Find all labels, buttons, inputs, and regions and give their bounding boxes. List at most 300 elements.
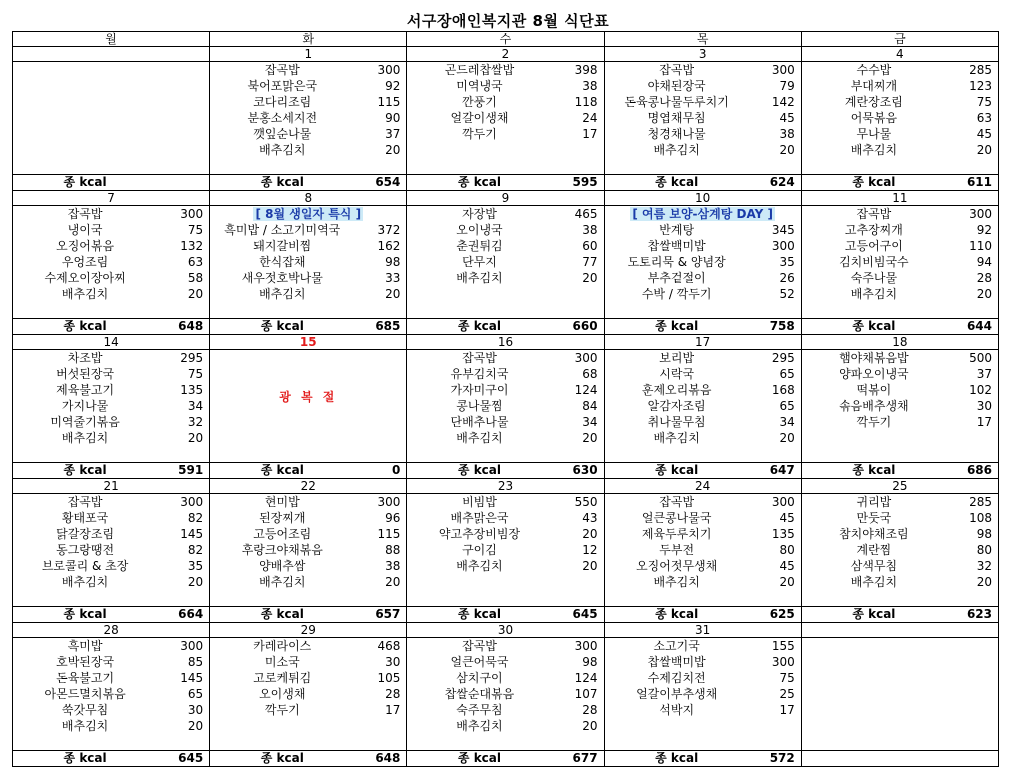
total-kcal [210,319,406,334]
menu-item [605,286,801,302]
total-kcal-value: 685 [375,319,401,333]
date-cell: 3 [604,47,801,62]
menu-item-name: 찹쌀백미밥 [647,655,706,669]
menu-item-kcal: 75 [187,223,204,237]
menu-item-name: 배추김치 [850,575,898,589]
total-kcal-value: 647 [769,463,795,477]
total-kcal [802,319,998,334]
menu-item [802,398,998,414]
total-kcal-cell [801,463,998,479]
menu-item-kcal: 92 [976,223,992,237]
menu-item-kcal: 168 [771,383,795,397]
menu-item [13,350,209,366]
total-kcal-cell [210,319,407,335]
menu-item-kcal: 300 [771,239,795,253]
total-kcal-cell [604,463,801,479]
menu-item-name: 배추김치 [259,287,306,301]
menu-item-kcal: 465 [574,207,598,221]
day-menu-cell [210,62,407,175]
menu-item-name: 미소국 [264,655,300,669]
total-kcal-cell [604,319,801,335]
menu-item [407,430,603,446]
date-row [13,191,999,206]
menu-item-kcal: 82 [187,511,204,525]
menu-item-name: 쑥갓무침 [61,703,109,717]
menu-item [13,286,209,302]
menu-item [407,222,603,238]
menu-item-name: 오징어젓무생채 [636,559,718,573]
menu-item-kcal: 32 [976,559,992,573]
menu-item-name: 얼갈이생채 [450,111,509,125]
menu-item-kcal: 96 [385,511,401,525]
total-kcal-label: 종 kcal [852,175,896,189]
menu-item-kcal: 35 [187,559,204,573]
date-cell: 7 [13,191,210,206]
menu-item-kcal: 45 [976,127,992,141]
menu-item-kcal: 98 [385,255,401,269]
menu-item-kcal: 20 [582,719,598,733]
menu-item [210,142,406,158]
menu-item [605,222,801,238]
menu-item-kcal: 108 [969,511,992,525]
menu-item-kcal: 24 [582,111,598,125]
menu-item-kcal: 17 [779,703,795,717]
menu-item-name: 수제오이장아찌 [44,271,126,285]
menu-item [407,254,603,270]
menu-item-name: 부대찌개 [850,79,898,93]
total-kcal-value: 645 [178,751,204,765]
total-kcal-value [157,175,209,190]
menu-item [13,574,209,590]
total-kcal-label: 종 kcal [457,607,501,621]
menu-item [802,270,998,286]
menu-item-kcal: 20 [187,719,204,733]
date-cell: 17 [604,335,801,350]
menu-item-name: 잡곡밥 [67,495,103,509]
total-kcal [407,751,603,766]
total-kcal [407,463,603,478]
menu-item-kcal: 17 [582,127,598,141]
menu-item-name: 숙주무침 [456,703,503,717]
total-kcal-cell [210,175,407,191]
menu-item-name: 제육두루치기 [641,527,712,541]
menu-item-name: 황태포국 [61,511,109,525]
menu-item [802,574,998,590]
menu-list [407,350,603,446]
menu-item-name: 가지나물 [61,399,109,413]
total-kcal-value: 0 [392,463,401,477]
menu-item-name: 배추맑은국 [450,511,509,525]
day-menu-cell [801,62,998,175]
menu-item [13,718,209,734]
menu-item-name: 단배추나물 [450,415,509,429]
menu-item [605,558,801,574]
menu-item [210,638,406,654]
menu-item [605,366,801,382]
total-kcal-value: 654 [375,175,401,189]
total-kcal-label: 종 kcal [63,175,107,189]
date-cell: 29 [210,623,407,638]
menu-item [605,382,801,398]
menu-item-kcal: 90 [385,111,401,125]
menu-item-name: 찹쌀순대볶음 [444,687,515,701]
total-kcal-label: 종 kcal [63,463,107,477]
menu-item-kcal: 155 [771,639,795,653]
menu-item [210,110,406,126]
menu-item-name: 배추김치 [653,431,700,445]
date-cell [801,623,998,638]
total-row [13,319,999,335]
menu-item-name: 돼지갈비찜 [253,239,312,253]
total-kcal-value: 664 [178,607,204,621]
menu-item [802,366,998,382]
menu-item-kcal: 92 [385,79,401,93]
total-kcal-label: 종 kcal [852,607,896,621]
date-row [13,47,999,62]
menu-item [407,126,603,142]
total-kcal-cell [407,607,604,623]
day-menu-cell [210,638,407,751]
menu-item [13,510,209,526]
day-menu-cell [13,350,210,463]
date-cell: 16 [407,335,604,350]
menu-item-kcal: 75 [779,671,795,685]
menu-item-kcal: 102 [969,383,992,397]
menu-item-kcal: 63 [187,255,204,269]
menu-item-name: 잡곡밥 [659,495,695,509]
total-kcal-value: 758 [769,319,795,333]
menu-item-name: 삼색무침 [850,559,898,573]
menu-list [210,222,406,302]
menu-item-kcal: 295 [180,351,204,365]
menu-item [802,126,998,142]
menu-item-name: 부추겉절이 [647,271,706,285]
date-cell: 10 [604,191,801,206]
menu-item-name: 단무지 [462,255,497,269]
menu-item [13,494,209,510]
date-cell: 8 [210,191,407,206]
date-cell: 25 [801,479,998,494]
menu-item-name: 야채된장국 [647,79,706,93]
menu-item-kcal: 65 [187,687,204,701]
menu-item-kcal: 132 [180,239,204,253]
menu-item-kcal: 110 [969,239,992,253]
menu-item-kcal: 38 [582,223,598,237]
menu-item-kcal: 115 [377,95,401,109]
date-row [13,335,999,350]
menu-item-kcal: 75 [187,367,204,381]
menu-list [802,494,998,590]
menu-list [407,638,603,734]
menu-item [605,542,801,558]
menu-item-name: 떡볶이 [856,383,892,397]
menu-item [605,78,801,94]
menu-item [210,526,406,542]
menu-item [605,526,801,542]
day-menu-cell [407,62,604,175]
menu-item-kcal: 300 [180,207,204,221]
menu-item-kcal: 20 [187,575,204,589]
total-kcal-value: 660 [572,319,598,333]
menu-item [802,94,998,110]
date-cell: 4 [801,47,998,62]
menu-item-kcal: 135 [180,383,204,397]
total-kcal-value: 625 [769,607,795,621]
menu-item-name: 잡곡밥 [264,63,300,77]
menu-list [13,206,209,302]
menu-item [605,638,801,654]
total-kcal-cell [604,607,801,623]
menu-item [605,398,801,414]
menu-item [210,574,406,590]
total-kcal-cell [604,175,801,191]
menu-item-name: 만둣국 [856,511,892,525]
menu-item-kcal: 20 [385,287,401,301]
menu-item [210,494,406,510]
menu-item [13,670,209,686]
menu-item-kcal: 124 [574,671,598,685]
total-kcal-label: 종 kcal [260,607,304,621]
total-kcal-label: 종 kcal [63,751,107,765]
total-kcal-cell [407,319,604,335]
menu-item [605,670,801,686]
menu-item-name: 고추장찌개 [844,223,903,237]
menu-item-name: 배추김치 [259,575,306,589]
menu-item-kcal: 145 [180,671,204,685]
menu-item-kcal: 20 [582,271,598,285]
special-banner [605,206,801,222]
menu-item-kcal: 118 [574,95,598,109]
menu-list [407,494,603,574]
menu-item-name: 자장밥 [462,207,497,221]
total-kcal-label: 종 kcal [63,319,107,333]
menu-item [605,350,801,366]
menu-item-name: 귀리밥 [856,495,892,509]
menu-item [407,414,603,430]
menu-item [407,510,603,526]
menu-item-kcal: 300 [180,639,204,653]
menu-list [407,62,603,142]
total-kcal [13,751,209,766]
menu-item-kcal: 34 [582,415,598,429]
weekday-header: 화 [210,32,407,47]
menu-item [802,238,998,254]
menu-item-name: 양파오이냉국 [839,367,909,381]
menu-item [605,686,801,702]
total-kcal-cell [407,175,604,191]
total-row [13,463,999,479]
day-menu-cell [801,206,998,319]
menu-item-name: 어묵볶음 [850,111,898,125]
total-kcal-cell [407,751,604,767]
menu-item-name: 배추김치 [61,431,109,445]
menu-item [210,94,406,110]
menu-item-kcal: 63 [976,111,992,125]
date-cell: 24 [604,479,801,494]
menu-item [407,382,603,398]
menu-item-kcal: 20 [187,431,204,445]
menu-row [13,62,999,175]
menu-item [605,702,801,718]
menu-item [802,510,998,526]
menu-item [407,398,603,414]
menu-item [407,718,603,734]
day-menu-cell [604,638,801,751]
menu-item-name: 오이생채 [259,687,306,701]
menu-item-name: 분홍소세지전 [247,111,318,125]
menu-item-kcal: 20 [582,431,598,445]
menu-item-kcal: 60 [582,239,598,253]
menu-item [407,702,603,718]
menu-item-kcal: 28 [582,703,598,717]
menu-item-kcal: 145 [180,527,204,541]
menu-item-name: 배추김치 [456,271,503,285]
menu-item-name: 동그랑땡전 [56,543,115,557]
menu-item [802,414,998,430]
menu-item-name: 깍두기 [462,127,497,141]
menu-list [605,222,801,302]
menu-item-kcal: 115 [377,527,401,541]
menu-item [407,62,603,78]
menu-item-kcal: 20 [976,575,992,589]
day-menu-cell [407,494,604,607]
menu-item-kcal: 20 [582,559,598,573]
menu-item [13,414,209,430]
menu-item-name: 고로케튀김 [253,671,312,685]
date-cell [13,47,210,62]
day-menu-cell [604,206,801,319]
menu-item [407,670,603,686]
date-cell: 18 [801,335,998,350]
menu-item-kcal: 300 [771,495,795,509]
menu-item-kcal: 30 [976,399,992,413]
menu-item-name: 새우젓호박나물 [241,271,323,285]
menu-item-kcal: 20 [779,575,795,589]
menu-item-name: 얼큰콩나물국 [641,511,712,525]
weekday-header: 수 [407,32,604,47]
menu-item-kcal: 30 [187,703,204,717]
menu-item-kcal: 43 [582,511,598,525]
menu-item-kcal: 20 [385,575,401,589]
page-title: 서구장애인복지관 8월 식단표 [406,12,610,30]
day-menu-cell [604,350,801,463]
menu-item-name: 배추김치 [61,719,109,733]
menu-item-name: 잡곡밥 [67,207,103,221]
menu-list [802,206,998,302]
menu-item-name: 반계탕 [659,223,695,237]
menu-item-name: 삼치구이 [456,671,503,685]
menu-item-kcal: 58 [187,271,204,285]
menu-list [13,494,209,590]
menu-item [802,254,998,270]
menu-item-kcal: 38 [779,127,795,141]
day-menu-cell [604,494,801,607]
date-cell: 28 [13,623,210,638]
menu-item-name: 취나물무침 [647,415,706,429]
menu-item [210,510,406,526]
total-kcal-label: 종 kcal [260,319,304,333]
menu-item-kcal: 37 [976,367,992,381]
menu-item-name: 차조밥 [67,351,103,365]
total-kcal-value: 657 [375,607,401,621]
date-cell: 31 [604,623,801,638]
menu-item-kcal: 20 [385,143,401,157]
menu-item-kcal: 20 [582,527,598,541]
menu-item [210,654,406,670]
menu-item-name: 냉이국 [67,223,103,237]
menu-item-name: 깻잎순나물 [253,127,312,141]
menu-item [13,238,209,254]
menu-list [802,350,998,430]
menu-item [13,206,209,222]
menu-item-name: 수수밥 [856,63,892,77]
menu-item [210,542,406,558]
menu-item [605,62,801,78]
menu-item [13,254,209,270]
menu-item-name: 흑미밥 / 소고기미역국 [224,223,341,237]
menu-item-name: 오징어볶음 [56,239,115,253]
total-kcal [13,607,209,622]
menu-item [802,78,998,94]
date-cell: 2 [407,47,604,62]
date-row [13,623,999,638]
menu-item [605,510,801,526]
day-menu-cell [13,638,210,751]
total-kcal-cell [13,607,210,623]
date-cell: 21 [13,479,210,494]
menu-item [605,254,801,270]
menu-item [802,382,998,398]
menu-item-name: 콩나물찜 [456,399,503,413]
menu-item-kcal: 35 [779,255,795,269]
total-kcal-label: 종 kcal [63,607,107,621]
menu-item-kcal: 285 [969,495,992,509]
menu-item-kcal: 12 [582,543,598,557]
menu-item-name: 배추김치 [61,575,109,589]
menu-item-name: 깍두기 [264,703,300,717]
total-kcal-label: 종 kcal [852,463,896,477]
total-row [13,607,999,623]
menu-item-kcal: 33 [385,271,401,285]
date-cell: 1 [210,47,407,62]
total-kcal [605,463,801,478]
day-menu-cell [210,350,407,463]
total-kcal [802,607,998,622]
day-menu-cell [407,638,604,751]
menu-item-name: 제육불고기 [56,383,115,397]
menu-item [802,206,998,222]
menu-item-name: 배추김치 [653,575,700,589]
menu-list [210,494,406,590]
menu-item [605,94,801,110]
menu-item-kcal: 79 [779,79,795,93]
total-kcal-cell [801,175,998,191]
menu-item [13,638,209,654]
menu-item-kcal: 30 [385,655,401,669]
menu-item-kcal: 300 [969,207,992,221]
menu-list [13,638,209,734]
menu-item-name: 깐풍기 [462,95,497,109]
menu-item-name: 돈육콩나물두루치기 [624,95,729,109]
total-kcal [407,175,603,190]
total-kcal-cell [13,319,210,335]
menu-row [13,350,999,463]
total-row [13,751,999,767]
day-menu-cell [210,206,407,319]
menu-item-kcal: 80 [779,543,795,557]
total-kcal-label: 종 kcal [655,607,699,621]
total-kcal [802,463,998,478]
